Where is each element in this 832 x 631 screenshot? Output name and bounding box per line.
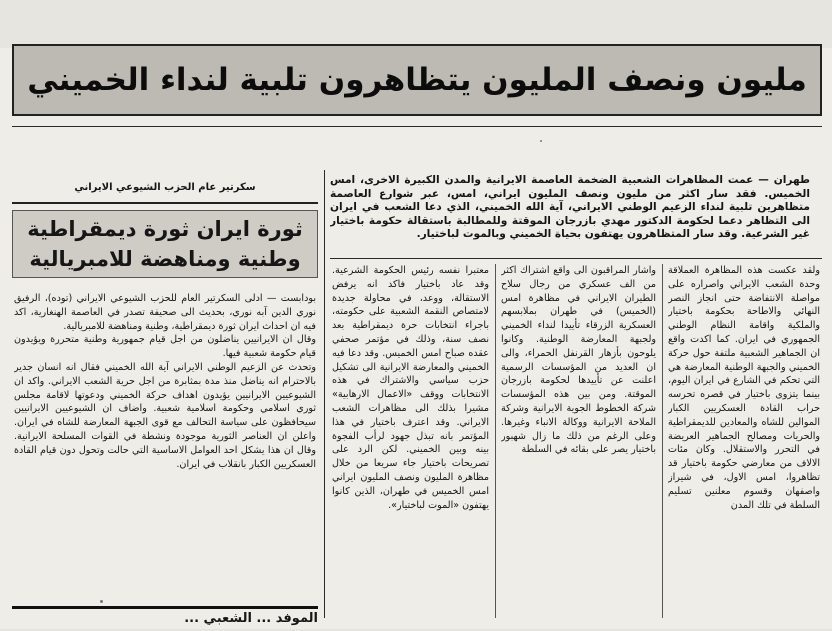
lead-paragraph: طهران — عمت المظاهرات الشعبية الضخمة العاصمة الايرانية والمدن الكبيرة الاخرى، امس الخميس. فقد سار اكثر من مليون ونصف المليون ايراني، امس، عبر شوارع العاصمة متظاهرين تلبية لنداء الزعيم الوطني الايراني، آية الله الخميني، الذي دعا الشعب في ايران الى التظاهر دعما لحكومة الدكتور مهدي بازرجان الموقتة وللمطالبة باستقالة حكومة باختيار غير الشرعية. وقد سار المتظاهرون يهتفون بحياة الخميني وبالموت لباختيار.	[330, 174, 810, 241]
print-speck	[100, 600, 103, 603]
sidebar-paragraph: وتحدث عن الزعيم الوطني الايراني آية الله الخميني فقال انه انسان جدير بالاحترام انه يناضل منذ مدة بمثابرة من اجل حرية الشعب الايراني. واكد ان الشيوعيين الايرانيين يؤيدون اهداف حركة الخميني ودعوتها لاقامة مجلس ثوري اسلامي وحكومة اسلامية شعبية. واضاف ان الشيوعيين الايرانيين سيحافظون على سياسة التحالف مع قوى الجبهة المعارضة للشاه في ايران. واعلن ان العناصر الثورية موجودة ونشطة في القوات المسلحة الايرانية. وقال ان هذا يشكل احد العوامل الاساسية التي حالت وتحول دون قيام القادة العسكريين الكبار بانقلاب في ايران.	[14, 361, 316, 470]
scan-margin	[0, 0, 832, 48]
lead-underline	[330, 258, 822, 259]
sidebar-subhead-box	[12, 210, 318, 278]
column-left: معتبرا نفسه رئيس الحكومة الشرعية. وقد عاد باختيار فاكد انه يرفض الاستقالة، ووعد، في محاولة جديدة لامتصاص النقمة الشعبية على حكومته، باجراء انتخابات حرة ديمقراطية بعد نصف سنة، وذلك في مؤتمر صحفي عقده صباح امس الخميس. وقد دعا فيه الخميني والمعارضة الايرانية الى تشكيل حزب سياسي والاشتراك في هذه الانتخابات ووقف «الاعمال الارهابية» مشيرا بذلك الى مظاهرات الشعب الايراني. وقد اعترف باختيار في هذا المؤتمر بانه تبذل جهود لرأب الفجوة بينه وبين الخميني. لكن الرد على تصريحات باختيار جاء سريعا من خلال مظاهرة المليون ونصف المليون ايراني امس الخميس في طهران، الذين كانوا يهتفون «الموت لباختيار».	[332, 265, 489, 511]
sidebar-bottom-fragment: الموفد ... الشعبي ...	[12, 606, 318, 631]
column-rule	[495, 264, 496, 618]
sidebar-subhead-line-1: ثورة ايران ثورة ديمقراطية	[27, 217, 303, 241]
main-headline: مليون ونصف المليون يتظاهرون تلبية لنداء الخميني	[27, 61, 807, 98]
top-rule	[12, 126, 822, 127]
sidebar-kicker: سكرتير عام الحزب الشيوعي الايراني	[12, 176, 318, 204]
column-middle: واشار المراقبون الى واقع اشتراك اكثر من الف عسكري من رجال سلاح الطيران الايراني في مظاهرة امس (الخميس) في طهران بملابسهم العسكرية الزرقاء تأييدا لنداء الخميني ولجبهة المعارضة الوطنية. وكانوا يلوحون بأزهار القرنفل الحمراء، والى ان العديد من المؤسسات الرسمية اعلنت عن تأييدها لحكومة بازرجان الموقتة. ومن بين هذه المؤسسات شركة الخطوط الجوية الايرانية وشركة الملاحة الايرانية ووكالة الانباء وغيرها. وعلى الرغم من ذلك ما زال شهبور باختيار يصر على بقائه في السلطة	[501, 265, 656, 456]
sidebar-divider	[324, 170, 325, 618]
column-rule	[662, 264, 663, 618]
print-speck	[540, 140, 542, 142]
sidebar-body	[14, 292, 316, 602]
headline-banner	[12, 44, 822, 116]
sidebar-paragraph: بودابست — ادلى السكرتير العام للحزب الشيوعي الايراني (توده)، الرفيق نوري الدين آبه نوري، بحديث الى صحيفة تصدر في العاصمة الهنغارية، اكد فيه ان احداث ايران ثورة ديمقراطية، وطنية ومناهضة للامبريالية.	[14, 293, 316, 332]
sidebar-paragraph: وقال ان الايرانيين يناضلون من اجل قيام جمهورية وطنية متحررة ويؤيدون قيام حكومة شعبية فيها.	[14, 334, 316, 360]
sidebar-subhead-line-2: وطنية ومناهضة للامبريالية	[29, 247, 301, 271]
column-right: ولقد عكست هذه المظاهرة العملاقة وحدة الشعب الايراني واصراره على مواصلة الانتفاضة حتى انجاز النصر النهائي والاطاحة بحكومة باختيار والملكية واقامة النظام الوطني الجمهوري في ايران. كما اكدت واقع ان الجماهير الشعبية ملتفة حول حركة الخميني والجبهة الوطنية المعارضة هي التي تحكم في الشارع في ايران اليوم، بينما يتزوى باختيار في قصره تحرسه حراب القادة العسكريين الكبار الموالين للشاه والمعادين للديمقراطية والحريات ومصالح الجماهير العريضة في التحرر والاستقلال. وكان مئات الالاف من معارضي حكومة باختيار قد تظاهروا، امس الاول، في شيراز واصفهان وقسوم معلنين تسليم السلطة في تلك المدن	[668, 265, 820, 511]
